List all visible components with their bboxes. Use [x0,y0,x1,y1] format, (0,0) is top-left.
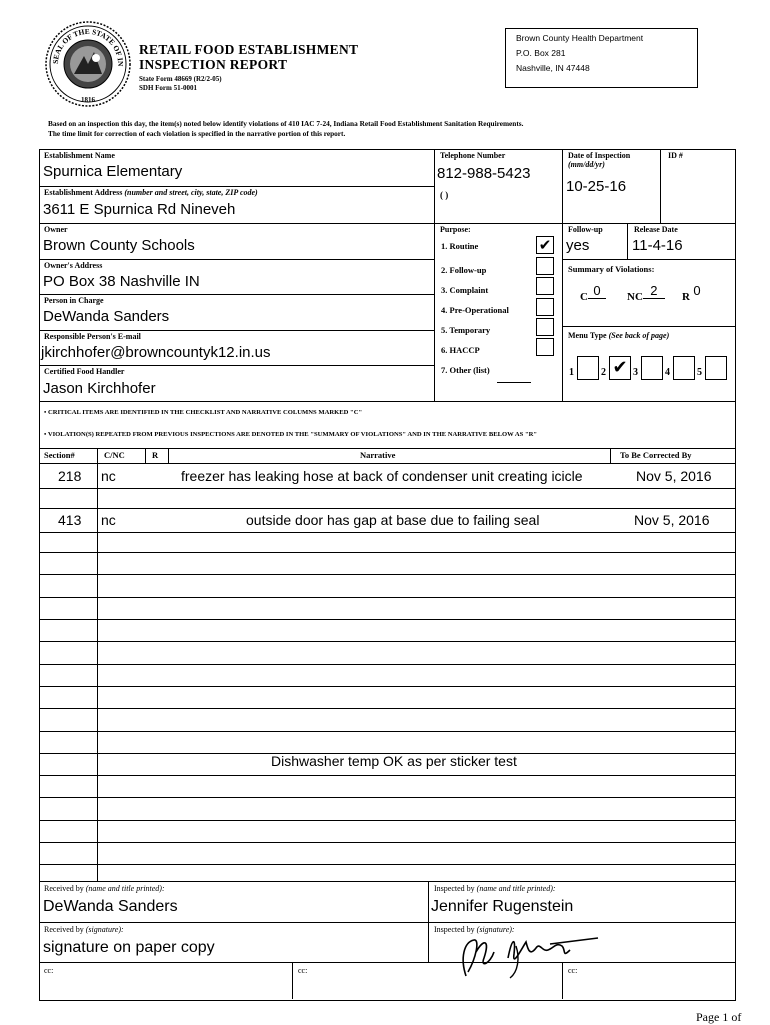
menu-type-number: 1 [569,367,574,378]
establishment-label: Establishment Name [44,151,115,160]
date-label-text: Date of Inspection [568,151,631,160]
menu-type-number: 4 [665,367,670,378]
dept-address-box [505,28,698,88]
sdh-form-number: SDH Form 51-0001 [139,84,197,92]
summary-c-label: C [580,291,588,303]
address-label [44,188,258,197]
dept-city: Nashville, IN 47448 [516,63,590,73]
purpose-option-label: 2. Follow-up [441,265,487,275]
purpose-option-label: 7. Other (list) [441,365,490,375]
owner-address-label: Owner's Address [44,261,103,270]
purpose-option-label: 1. Routine [441,241,479,251]
narrative-row-line [39,686,735,687]
phone-blank: ( ) [440,190,449,200]
row1-date: Nov 5, 2016 [636,468,712,484]
narrative-row-line [39,619,735,620]
purpose-option-label: 5. Temporary [441,325,491,335]
address-label-text: Establishment Address [44,188,123,197]
inspected-label-text: Inspected by [434,884,475,893]
id-label: ID # [668,151,683,160]
inspected-sig-hint: (signature): [476,925,515,934]
food-handler-value: Jason Kirchhofer [43,380,156,397]
col-section: Section# [44,450,75,460]
received-sig-label-text: Received by [44,925,84,934]
summary-nc-label: NC [627,291,643,303]
narrative-row-line [39,664,735,665]
cc-3: cc: [568,966,578,975]
menu-type-number: 3 [633,367,638,378]
row3-narrative: Dishwasher temp OK as per sticker test [271,753,517,769]
purpose-checkbox[interactable] [536,298,554,316]
narrative-row-line [39,731,735,732]
checkmark-icon: ✔ [612,357,628,378]
menu-type-number: 2 [601,367,606,378]
menu-type-label-text: Menu Type [568,331,607,340]
dept-name: Brown County Health Department [516,33,644,43]
narrative-row-line [39,864,735,865]
email-value: jkirchhofer@browncountyk12.in.us [41,344,271,361]
owner-address-value: PO Box 38 Nashville IN [43,273,200,290]
form-title-line2: INSPECTION REPORT [139,57,288,72]
purpose-label: Purpose: [440,225,471,234]
summary-c [580,283,606,304]
person-in-charge-value: DeWanda Sanders [43,308,170,325]
menu-type-checkbox[interactable] [641,356,663,380]
establishment-name: Spurnica Elementary [43,163,183,180]
seal-year: 1816 [81,96,95,104]
received-signature-value: signature on paper copy [43,939,215,956]
received-label [44,884,165,893]
menu-type-checkbox[interactable] [705,356,727,380]
date-label [568,151,630,169]
summary-r-label: R [682,291,690,303]
narrative-row-line [39,797,735,798]
critical-note: • CRITICAL ITEMS ARE IDENTIFIED IN THE CHECKLIST AND NARRATIVE COLUMNS MARKED "C" [44,409,363,416]
narrative-row-line [39,842,735,843]
menu-type-checkbox[interactable] [673,356,695,380]
row2-date: Nov 5, 2016 [634,512,710,528]
follow-up-label: Follow-up [568,225,603,234]
inspected-label-hint: (name and title printed): [476,884,556,893]
purpose-option-label: 6. HACCP [441,345,480,355]
received-label-hint: (name and title printed): [85,884,165,893]
purpose-checkbox[interactable] [536,338,554,356]
col-cnc: C/NC [104,450,125,460]
col-r: R [152,450,159,460]
dept-pobox: P.O. Box 281 [516,48,566,58]
purpose-checkbox[interactable] [536,257,554,275]
intro-line-2: The time limit for correction of each violation is specified in the narrative portion of this report. [48,129,346,138]
purpose-option-label: 3. Complaint [441,285,489,295]
seal-text: SEAL OF THE STATE OF IN [50,26,126,67]
narrative-row-line [39,775,735,776]
purpose-checkbox[interactable] [536,318,554,336]
menu-type-label [568,331,669,340]
narrative-row-line [39,574,735,575]
phone-value: 812-988-5423 [437,165,531,182]
row1-section: 218 [58,468,82,484]
repeated-note: • VIOLATION(S) REPEATED FROM PREVIOUS INSPECTIONS ARE DENOTED IN THE "SUMMARY OF VIOLATIONS" AND IN THE NARRATIVE BELOW AS "R" [44,431,538,438]
phone-label: Telephone Number [440,151,506,160]
purpose-checkbox[interactable] [536,236,554,254]
purpose-checkbox[interactable] [536,277,554,295]
summary-nc-value: 2 [643,283,665,299]
row1-narrative: freezer has leaking hose at back of condenser unit creating icicle [181,468,583,484]
establishment-address: 3611 E Spurnica Rd Nineveh [43,201,236,218]
narrative-row-line [39,508,735,509]
received-sig-label [44,925,124,934]
received-label-text: Received by [44,884,84,893]
owner-value: Brown County Schools [43,237,195,254]
summary-c-value: 0 [588,283,606,299]
menu-type-number: 5 [697,367,702,378]
inspected-sig-label-text: Inspected by [434,925,475,934]
email-label: Responsible Person's E-mail [44,332,141,341]
checkmark-icon: ✔ [538,236,552,254]
menu-type-checkbox[interactable] [577,356,599,380]
date-format: (mm/dd/yr) [568,160,605,169]
cc-2: cc: [298,966,308,975]
row2-cnc: nc [101,512,116,528]
menu-type-hint: (See back of page) [608,331,670,340]
summary-r [682,283,704,303]
food-handler-label: Certified Food Handler [44,367,125,376]
summary-nc [627,283,665,304]
follow-up-value: yes [566,237,590,254]
received-by-name: DeWanda Sanders [43,898,178,915]
person-in-charge-label: Person in Charge [44,296,104,305]
col-narrative: Narrative [360,450,396,460]
narrative-row-line [39,597,735,598]
narrative-row-line [39,532,735,533]
narrative-row-line [39,641,735,642]
row2-section: 413 [58,512,82,528]
state-seal [44,20,132,108]
purpose-option-label: 4. Pre-Operational [441,305,509,315]
address-label-hint: (number and street, city, state, ZIP code) [124,188,258,197]
state-form-number: State Form 48669 (R2/2-05) [139,75,222,83]
row1-cnc: nc [101,468,116,484]
page-number: Page 1 of [696,1010,742,1024]
col-correct-by: To Be Corrected By [620,450,692,460]
release-date-label: Release Date [634,225,678,234]
inspector-signature [450,928,600,980]
cc-1: cc: [44,966,54,975]
row2-narrative: outside door has gap at base due to failing seal [246,512,540,528]
owner-label: Owner [44,225,68,234]
form-title [139,42,358,72]
form-title-line1: RETAIL FOOD ESTABLISHMENT [139,42,359,57]
inspection-date: 10-25-16 [566,178,627,195]
summary-label: Summary of Violations: [568,264,655,274]
form-numbers [139,75,222,93]
release-date-value: 11-4-16 [632,237,683,254]
narrative-row-line [39,552,735,553]
intro-line-1: Based on an inspection this day, the item(s) noted below identify violations of 410 IAC 7-24, Indiana Retail Food Establishment Sanitation Requirements. [48,119,524,128]
summary-r-value: 0 [693,283,701,298]
narrative-row-line [39,488,735,489]
inspected-by-name: Jennifer Rugenstein [431,898,574,915]
received-sig-hint: (signature): [85,925,124,934]
narrative-row-line [39,708,735,709]
intro-text [48,119,523,139]
inspected-label [434,884,556,893]
menu-type-checkbox[interactable] [609,356,631,380]
narrative-row-line [39,820,735,821]
